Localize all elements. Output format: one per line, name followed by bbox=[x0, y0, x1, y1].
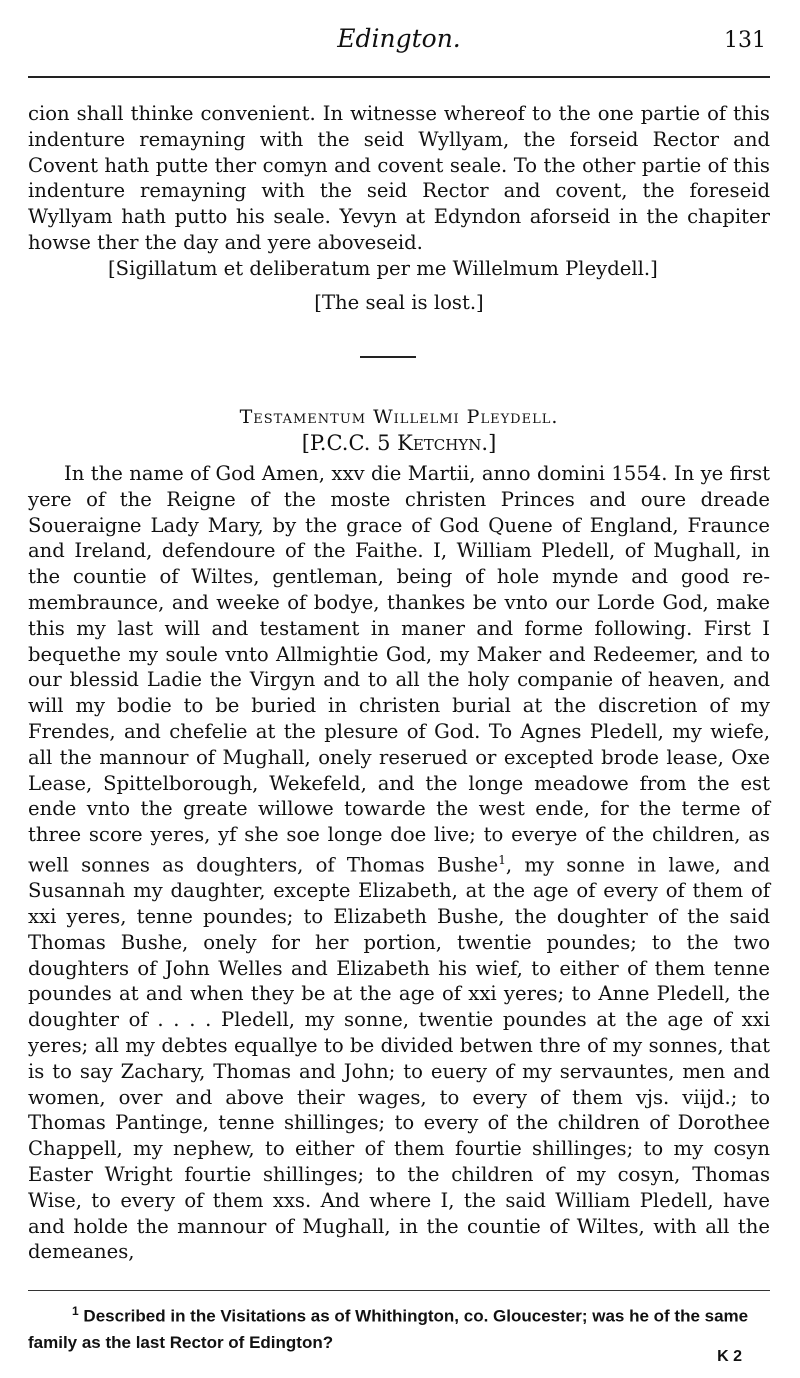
running-head bbox=[28, 18, 770, 58]
header-rule bbox=[28, 76, 770, 78]
footnote-rule bbox=[28, 1290, 770, 1291]
section-divider bbox=[360, 356, 416, 358]
testament-body-part-2: , my sonne in lawe, and Susannah my daughter, excepte Elizabeth, at the age of every of them of xxi yeres, tenne poundes; to Elizabeth Bushe, the doughter of the said Thomas Bushe, onely for her portion, twentie poundes; to the two doughters of John Welles and Elizabeth his wief, to either of them tenne poundes at and when they be at the age of xxi yeres; to Anne Pledell, the doughter of . . . . Pledell, my sonne, twentie poundes at the age of xxi yeres; all my debtes equallye to be divided betwen thre of my sonnes, that is to say Zachary, Thomas and John; to euery of my servauntes, men and women, over and above their wages, to every of them vjs. viijd.; to Thomas Pantinge, tenne shillinges; to every of the children of Dorothee Chappell, my nephew, to either of them fourtie shillinges; to my cosyn Easter Wright fourtie shillinges; to the children of my cosyn, Thomas Wise, to every of them xxs. And where I, the said William Pledell, have and holde the mannour of Mughall, in the countie of Wiltes, with all the demeanes, bbox=[28, 853, 770, 1264]
footnote-reference: 1 bbox=[498, 852, 506, 867]
footnote-text: Described in the Visitations as of Whithington, co. Gloucester; was he of the same family as the last Rector of Edington? bbox=[28, 1306, 749, 1352]
sealing-note: [Sigillatum et deliberatum per me Willelmum Pleydell.] bbox=[108, 257, 658, 280]
footnote bbox=[28, 1298, 770, 1356]
testament-body-part-1: In the name of God Amen, xxv die Martii, anno domini 1554. In ye first yere of the Reigne of the moste christen Princes and oure dreade Soueraigne Lady Mary, by the grace of God Quene of England, Fraunce and Ireland, defendoure of the Faithe. I, William Pledell, of Mughall, in the countie of Wiltes, gentleman, being of hole mynde and good re-membraunce, and weeke of bodye, thankes be vnto our Lorde God, make this my last will and testament in maner and forme following. First I bequethe my soule vnto Allmightie God, my Maker and Redeemer, and to our blessid Ladie the Virgyn and to all the holy companie of heaven, and will my bodie to be buried in christen burial at the discretion of my Frendes, and chefelie at the plesure of God. To Agnes Pledell, my wiefe, all the mannour of Mughall, onely reserued or excepted brode lease, Oxe Lease, Spittelborough, Wekefeld, and the longe meadowe from the est ende vnto the greate willowe towarde the west ende, for the terme of three score yeres, yf she soe longe doe live; to everye of the children, as well sonnes as doughters, of Thomas Bushe bbox=[28, 462, 770, 877]
continued-paragraph: cion shall thinke convenient. In witnesse whereof to the one partie of this indenture remayning with the seid Wyllyam, the forseid Rector and Covent hath putte ther comyn and covent seale. To the other partie of this indenture remayning with the seid Rector and covent, the foreseid Wyllyam hath putto his seale. Yevyn at Edyndon aforseid in the chapiter howse ther the day and yere aboveseid. bbox=[28, 102, 770, 254]
page-number: 131 bbox=[724, 28, 766, 53]
footnote-marker: 1 bbox=[72, 1304, 79, 1318]
testament-body bbox=[28, 461, 770, 1265]
testament-title: Testamentum Willelmi Pleydell. bbox=[239, 406, 559, 428]
testament-reference: [P.C.C. 5 Ketchyn.] bbox=[301, 431, 497, 455]
running-title: Edington. bbox=[337, 24, 461, 53]
seal-note: [The seal is lost.] bbox=[314, 291, 484, 314]
signature-mark: K 2 bbox=[717, 1348, 742, 1365]
